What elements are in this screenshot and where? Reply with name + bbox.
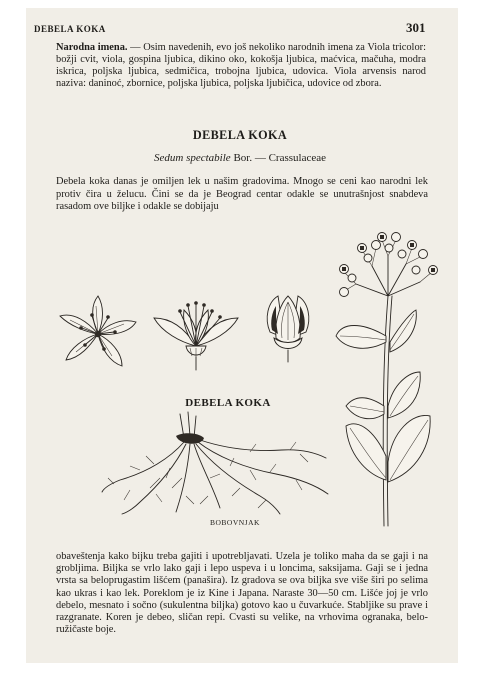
figure-caption: BOBOVNJAK [210, 518, 260, 527]
root-illustration [100, 408, 332, 518]
running-header: DEBELA KOKA [34, 24, 106, 34]
description-paragraph: obaveštenja kako bijku treba gajiti i upotrebljavati. Uzela je toliko maha da se gaji i na grobljima. Biljka se vrlo lako gaji i lepo uspeva i u loncima, saksijama. Gaji se i jedna vrsta sa beloprugastim lišćem (panašira). Iz gradova se ova biljka sve više širi po selima kao ukras i kao lek. Poreklom je iz Kine i Japana. Naraste 30—50 cm. Lišće joj je vrlo debelo, mesnato i sočno (sukulentna biljka) gotovo kao u čuvarkuće. Stabljike su prave i razgranate. Koren je debeo, sličan repi. Cvasti su velike, na vrhovima ogranaka, belo-ružičaste boje. [56, 551, 428, 636]
section-subtitle [0, 152, 480, 164]
common-names-paragraph [56, 42, 426, 90]
inflorescence [340, 233, 438, 297]
plant-stem-illustration [332, 226, 444, 526]
subtitle-rest: Bor. — Crassulaceae [230, 152, 326, 164]
paragraph-text: — Osim navedenih, evo još nekoliko narodnih imena za Viola tricolor: božji cvit, viola, gospina ljubica, dikino oko, kokošja ljubica, maćvica, mačuha, modra iskrica, poljska ljubica, sedmičica, trobojna ljubica, udovica. Viola arvensis narod naziva: daninoć, zbornice, poljska ljubica, poljska ljubičica, udovice od zbora. [56, 42, 426, 89]
intro-paragraph: Debela koka danas je omiljen lek u našim gradovima. Mnogo se ceni kao narodni lek protiv čira u želucu. Čini se da je Beograd centar odakle se unutrašnjost snabdeva rasadom ove biljke i odakle se dobijaju [56, 176, 428, 212]
figure-center-label: DEBELA KOKA [185, 397, 271, 409]
latin-name: Sedum spectabile [154, 152, 231, 164]
flower-bud-illustration [258, 292, 318, 366]
paragraph-lead: Narodna imena. [56, 42, 128, 53]
page-number: 301 [406, 20, 426, 35]
flower-open-illustration [52, 292, 144, 374]
flower-side-illustration [150, 298, 242, 378]
section-title: DEBELA KOKA [192, 128, 288, 142]
